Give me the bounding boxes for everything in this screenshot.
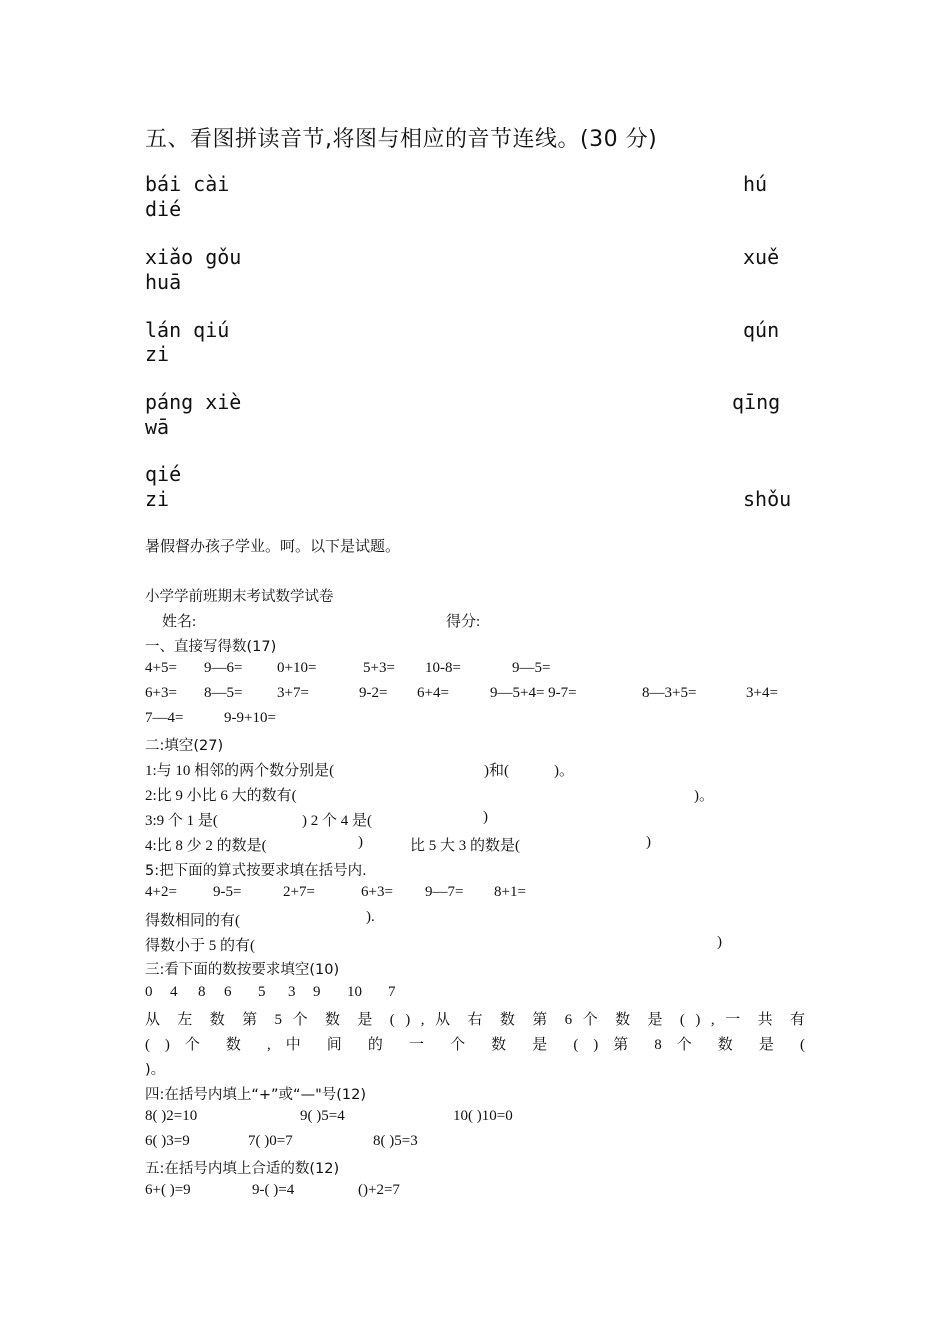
note-text: 暑假督办孩子学业。呵。以下是试题。	[145, 537, 401, 555]
number-item: 7	[388, 984, 396, 1000]
number-item: 8	[198, 984, 206, 1000]
p5-r1-item: 6+( )=9	[145, 1182, 191, 1198]
p2-row-item: 6+3=	[361, 884, 393, 900]
number-item: 3	[288, 984, 296, 1000]
q3-text: )	[483, 809, 488, 825]
number-item: 6	[224, 984, 232, 1000]
p1-r1-item: 5+3=	[363, 660, 395, 676]
q1-text: 1:与 10 相邻的两个数分别是(	[145, 763, 335, 779]
number-item: 5	[258, 984, 266, 1000]
q5-text: 5:把下面的算式按要求填在括号内.	[145, 863, 367, 879]
p1-r2-item: 3+7=	[277, 685, 309, 701]
section5-title: 五、看图拼读音节,将图与相应的音节连线。(30 分)	[145, 127, 658, 152]
number-item: 4	[170, 984, 178, 1000]
q3-text: ) 2 个 4 是(	[302, 813, 372, 829]
part3-line3: )。	[145, 1062, 166, 1078]
less-text: )	[717, 934, 722, 950]
pinyin-left-4b: wā	[145, 415, 170, 439]
pinyin-right-5: shǒu	[743, 487, 792, 511]
q1-text: )和(	[484, 763, 509, 779]
p4-r1-item: 8( )2=10	[145, 1108, 198, 1124]
p1-r2-item: 9—5+4= 9-7=	[490, 685, 577, 701]
p1-r2-item: 9-2=	[359, 685, 388, 701]
pinyin-left-2a: xiǎo gǒu	[145, 245, 242, 269]
part3-line1: 从 左 数 第 5 个 数 是 ( ) , 从 右 数 第 6 个 数 是 ( ) , 一 共 有	[145, 1012, 805, 1028]
same-text: 得数相同的有(	[145, 913, 240, 929]
q1-text: )。	[554, 763, 574, 779]
pinyin-left-1a: bái cài	[145, 172, 230, 196]
p1-r1-item: 10-8=	[425, 660, 461, 676]
pinyin-left-5b: zi	[145, 487, 170, 511]
pinyin-right-4: qīng	[732, 390, 781, 414]
number-item: 10	[347, 984, 362, 1000]
p2-row-item: 9—7=	[425, 884, 464, 900]
p4-r1-item: 10( )10=0	[453, 1108, 513, 1124]
p5-r1-item: ()+2=7	[358, 1182, 400, 1198]
p2-row-item: 2+7=	[283, 884, 315, 900]
p1-r1-item: 9—6=	[204, 660, 243, 676]
less-text: 得数小于 5 的有(	[145, 938, 255, 954]
p2-row-item: 9-5=	[213, 884, 242, 900]
same-text: ).	[366, 909, 375, 925]
p1-r1-item: 4+5=	[145, 660, 177, 676]
p2-row-item: 8+1=	[494, 884, 526, 900]
p1-r1-item: 9—5=	[512, 660, 551, 676]
p2-row-item: 4+2=	[145, 884, 177, 900]
number-item: 0	[145, 984, 153, 1000]
p1-r3-item: 7—4=	[145, 710, 184, 726]
p1-r2-item: 6+4=	[417, 685, 449, 701]
pinyin-left-5a: qié	[145, 462, 182, 486]
q4-text: )	[358, 834, 363, 850]
score-label: 得分:	[446, 614, 481, 630]
p1-r3-item: 9-9+10=	[224, 710, 276, 726]
exam-title: 小学学前班期末考试数学试卷	[145, 589, 334, 605]
p1-r2-item: 3+4=	[746, 685, 778, 701]
part1-heading: 一、直接写得数(17)	[145, 639, 277, 655]
pinyin-left-3a: lán qiú	[145, 318, 230, 342]
part5-heading: 五:在括号内填上合适的数(12)	[145, 1161, 340, 1177]
q4-text: 比 5 大 3 的数是(	[410, 838, 520, 854]
p1-r2-item: 8—3+5=	[642, 685, 697, 701]
q2-text: )。	[694, 788, 714, 804]
p1-r1-item: 0+10=	[277, 660, 317, 676]
part2-heading: 二:填空(27)	[145, 738, 224, 754]
q4-text: )	[646, 834, 651, 850]
p4-r2-item: 7( )0=7	[248, 1133, 293, 1149]
p4-r2-item: 8( )5=3	[373, 1133, 418, 1149]
pinyin-left-3b: zi	[145, 342, 170, 366]
pinyin-left-2b: huā	[145, 270, 182, 294]
pinyin-right-1: hú	[743, 172, 768, 196]
q3-text: 3:9 个 1 是(	[145, 813, 218, 829]
name-label: 姓名:	[162, 614, 197, 630]
p5-r1-item: 9-( )=4	[252, 1182, 295, 1198]
p4-r2-item: 6( )3=9	[145, 1133, 190, 1149]
q2-text: 2:比 9 小比 6 大的数有(	[145, 788, 297, 804]
pinyin-right-2: xuě	[743, 245, 780, 269]
p1-r2-item: 6+3=	[145, 685, 177, 701]
part4-heading: 四:在括号内填上“+”或“—"号(12)	[145, 1087, 367, 1103]
pinyin-left-1b: dié	[145, 197, 182, 221]
p1-r2-item: 8—5=	[204, 685, 243, 701]
part3-heading: 三:看下面的数按要求填空(10)	[145, 962, 340, 978]
pinyin-left-4a: páng xiè	[145, 390, 242, 414]
p4-r1-item: 9( )5=4	[300, 1108, 345, 1124]
q4-text: 4:比 8 少 2 的数是(	[145, 838, 267, 854]
part3-line2: ( ) 个 数 , 中 间 的 一 个 数 是 ( ) 第 8 个 数 是 (	[145, 1037, 805, 1053]
pinyin-right-3: qún	[743, 318, 780, 342]
number-item: 9	[313, 984, 321, 1000]
